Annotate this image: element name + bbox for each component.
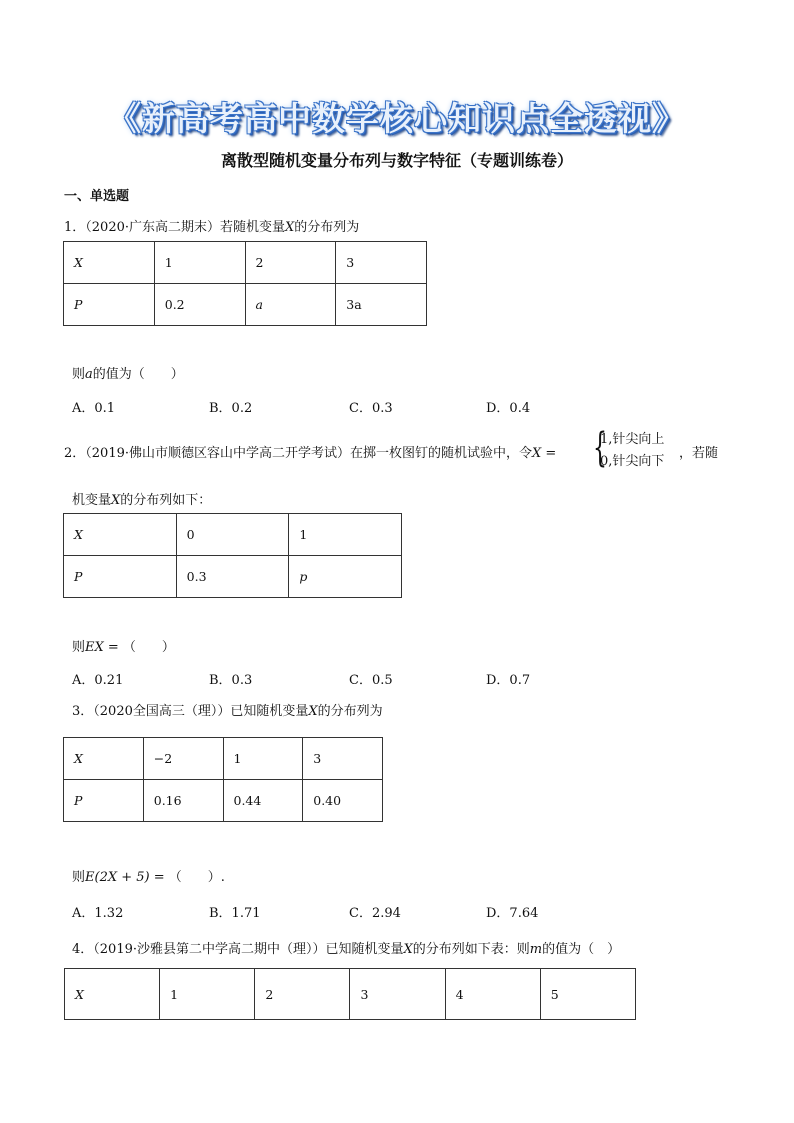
- q2-line2-prefix: 机变量: [72, 493, 112, 508]
- section-heading: 一、单选题: [64, 189, 130, 204]
- q3-ask-expr: E(2X + 5): [85, 870, 150, 885]
- q1-stem-prefix: 1．（2020·广东高二期末）若随机变量: [64, 220, 285, 235]
- document-subtitle: 离散型随机变量分布列与数字特征（专题训练卷）: [220, 151, 573, 170]
- q2-ask-suffix: = （ ）: [103, 640, 175, 655]
- table-cell: 5: [540, 969, 635, 1020]
- left-brace-icon: {: [593, 425, 607, 471]
- q2-case-bottom: 0,针尖向下: [600, 454, 665, 469]
- q2-stem: [64, 442, 556, 461]
- q2-ask-prefix: 则: [72, 640, 86, 655]
- table-cell: 0.16: [143, 780, 223, 822]
- table-row: [64, 556, 402, 598]
- table-cell: 0.40: [303, 780, 383, 822]
- table-cell: X: [64, 738, 144, 780]
- q2-question: [72, 636, 175, 655]
- table-cell: 0.2: [154, 284, 245, 326]
- q1-option-c[interactable]: C．0.3: [349, 401, 393, 416]
- q2-option-c[interactable]: C．0.5: [349, 673, 393, 688]
- table-row: [65, 969, 636, 1020]
- q4-stem-prefix: 4．（2019·沙雅县第二中学高二期中（理））已知随机变量: [72, 942, 404, 957]
- table-cell: 1: [289, 514, 402, 556]
- table-cell: 0.3: [176, 556, 289, 598]
- document-banner-title: 《新高考高中数学核心知识点全透视》: [108, 99, 686, 138]
- table-cell: −2: [143, 738, 223, 780]
- q2-ask-expr: EX: [85, 640, 104, 655]
- q2-stem-var: X =: [532, 446, 557, 461]
- q4-distribution-table: [64, 968, 636, 1020]
- q1-ask-suffix: 的值为（ ）: [92, 367, 184, 382]
- table-cell: X: [65, 969, 160, 1020]
- q4-stem-var2: m: [529, 942, 543, 957]
- table-cell: p: [289, 556, 402, 598]
- q1-option-a[interactable]: A．0.1: [72, 401, 116, 416]
- q2-option-a[interactable]: A．0.21: [72, 673, 124, 688]
- q3-question: [72, 866, 225, 885]
- table-row: [64, 284, 427, 326]
- table-row: [64, 780, 383, 822]
- table-cell: 0.44: [223, 780, 303, 822]
- q1-option-d[interactable]: D．0.4: [486, 401, 531, 416]
- q1-stem: [64, 216, 359, 235]
- table-cell: P: [64, 780, 144, 822]
- q3-option-a[interactable]: A．1.32: [72, 906, 124, 921]
- table-cell: 3a: [336, 284, 427, 326]
- table-cell: 3: [336, 242, 427, 284]
- q1-distribution-table: [63, 241, 427, 326]
- q2-stem-suffix: ，若随: [679, 446, 719, 461]
- q2-stem-line2: [72, 489, 211, 508]
- table-cell: X: [64, 514, 177, 556]
- table-cell: 4: [445, 969, 540, 1020]
- table-cell: a: [245, 284, 336, 326]
- q1-option-b[interactable]: B．0.2: [209, 401, 253, 416]
- q3-stem-suffix: 的分布列为: [317, 704, 383, 719]
- table-row: [64, 738, 383, 780]
- q4-stem: [72, 938, 620, 957]
- table-cell: 1: [160, 969, 255, 1020]
- table-cell: 3: [303, 738, 383, 780]
- q3-ask-prefix: 则: [72, 870, 86, 885]
- table-cell: X: [64, 242, 155, 284]
- q3-distribution-table: [63, 737, 383, 822]
- q3-option-c[interactable]: C．2.94: [349, 906, 401, 921]
- q2-option-b[interactable]: B．0.3: [209, 673, 253, 688]
- q2-case-top: 1,针尖向上: [600, 432, 665, 447]
- q1-stem-suffix: 的分布列为: [294, 220, 360, 235]
- q3-stem: [72, 700, 383, 719]
- table-cell: 1: [154, 242, 245, 284]
- q3-stem-var: X: [308, 704, 318, 719]
- q2-line2-suffix: 的分布列如下：: [120, 493, 212, 508]
- q2-stem-prefix: 2．（2019·佛山市顺德区容山中学高二开学考试）在掷一枚图钉的随机试验中，令: [64, 446, 532, 461]
- q1-ask-prefix: 则: [72, 367, 86, 382]
- table-row: [64, 242, 427, 284]
- q3-option-d[interactable]: D．7.64: [486, 906, 539, 921]
- q2-distribution-table: [63, 513, 402, 598]
- q3-option-b[interactable]: B．1.71: [209, 906, 261, 921]
- table-cell: P: [64, 284, 155, 326]
- table-cell: 2: [255, 969, 350, 1020]
- table-cell: 1: [223, 738, 303, 780]
- q4-stem-mid: 的分布列如下表：则: [412, 942, 530, 957]
- q1-question: [72, 363, 184, 382]
- q3-stem-prefix: 3．（2020全国高三（理））已知随机变量: [72, 704, 309, 719]
- q4-stem-suffix: 的值为（ ）: [542, 942, 621, 957]
- table-cell: 2: [245, 242, 336, 284]
- table-row: [64, 514, 402, 556]
- table-cell: 3: [350, 969, 445, 1020]
- q2-option-d[interactable]: D．0.7: [486, 673, 531, 688]
- q1-stem-var: X: [285, 220, 295, 235]
- table-cell: 0: [176, 514, 289, 556]
- q3-ask-suffix: = （ ）.: [149, 870, 225, 885]
- q4-stem-var: X: [403, 942, 413, 957]
- q2-line2-var: X: [111, 493, 121, 508]
- q1-ask-var: a: [85, 367, 93, 382]
- q2-piecewise-definition: [593, 425, 693, 471]
- table-cell: P: [64, 556, 177, 598]
